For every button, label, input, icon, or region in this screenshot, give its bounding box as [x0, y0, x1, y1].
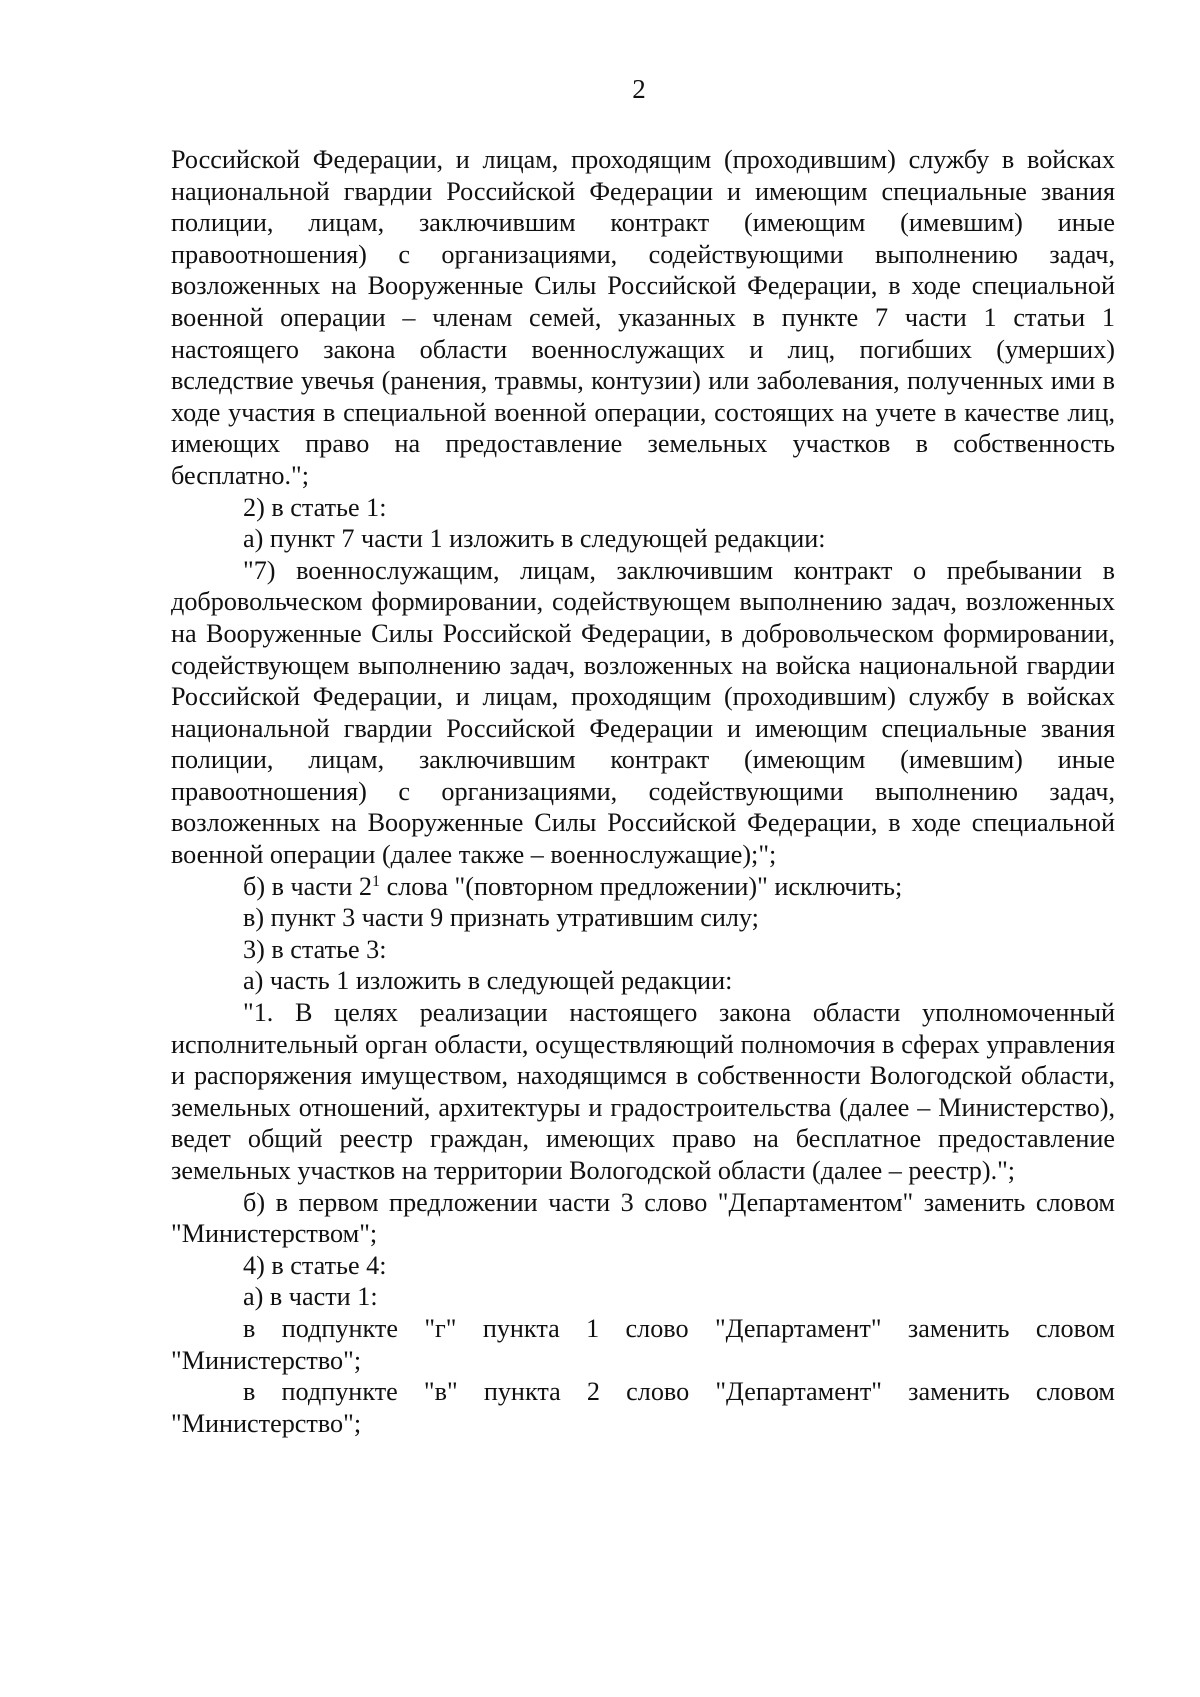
paragraph-quote-7: "7) военнослужащим, лицам, заключившим контракт о пребывании в добровольческом формировании, содействующем выполнению задач, возложенных на Вооруженные Силы Российской Федерации, в добровольческом формировании, содействующем выполнению задач, возложенных на войска национальной гвардии Российской Федерации, и лицам, проходящим (проходившим) службу в войсках национальной гвардии Российской Федерации и имеющим специальные звания полиции, лицам, заключившим контракт (имеющим (имевшим) иные правоотношения) с организациями, содействующими выполнению задач, возложенных на Вооруженные Силы Российской Федерации, в ходе специальной военной операции (далее также – военнослужащие);";: [171, 555, 1115, 870]
paragraph-item-2b-end: слова "(повторном предложении)" исключить;: [380, 871, 903, 901]
paragraph-item-3: 3) в статье 3:: [243, 934, 387, 964]
paragraph-quote-1: "1. В целях реализации настоящего закона области уполномоченный исполнительный орган области, осуществляющий полномочия в сферах управления и распоряжения имуществом, находящимся в собственности Вологодской области, земельных отношений, архитектуры и градостроительства (далее – Министерство), ведет общий реестр граждан, имеющих право на бесплатное предоставление земельных участков на территории Вологодской области (далее – реестр).";: [171, 998, 1115, 1185]
page-number: 2: [632, 74, 646, 104]
paragraph-item-2: 2) в статье 1:: [243, 492, 387, 522]
paragraph-continuation: Российской Федерации, и лицам, проходящим (проходившим) службу в войсках национальной гвардии Российской Федерации и имеющим специальные звания полиции, лицам, заключившим контракт (имеющим (имевшим) иные правоотношения) с организациями, содействующими выполнению задач, возложенных на Вооруженные Силы Российской Федерации, в ходе специальной военной операции – членам семей, указанных в пункте 7 части 1 статьи 1 настоящего закона области военнослужащих и лиц, погибших (умерших) вследствие увечья (ранения, травмы, контузии) или заболевания, полученных ими в ходе участия в специальной военной операции, состоящих на учете в качестве лиц, имеющих право на предоставление земельных участков в собственность бесплатно.";: [171, 145, 1115, 490]
superscript-number: 1: [372, 872, 381, 890]
paragraph-subitem-g: в подпункте "г" пункта 1 слово "Департамент" заменить словом "Министерство";: [171, 1313, 1115, 1375]
paragraph-item-2v: в) пункт 3 части 9 признать утратившим силу;: [243, 903, 759, 933]
paragraph-item-2a: а) пункт 7 части 1 изложить в следующей редакции:: [243, 524, 826, 554]
paragraph-item-2b-start: б) в части 2: [243, 871, 373, 901]
paragraph-subitem-v: в подпункте "в" пункта 2 слово "Департамент" заменить словом "Министерство";: [171, 1377, 1115, 1438]
paragraph-item-2b: [171, 871, 1115, 903]
paragraph-item-4a: а) в части 1:: [243, 1282, 378, 1312]
paragraph-item-3b: б) в первом предложении части 3 слово "Департаментом" заменить словом "Министерством";: [171, 1187, 1115, 1249]
paragraph-item-4: 4) в статье 4:: [243, 1250, 387, 1280]
document-body: [171, 144, 1115, 1439]
paragraph-item-3a: а) часть 1 изложить в следующей редакции:: [243, 966, 733, 996]
